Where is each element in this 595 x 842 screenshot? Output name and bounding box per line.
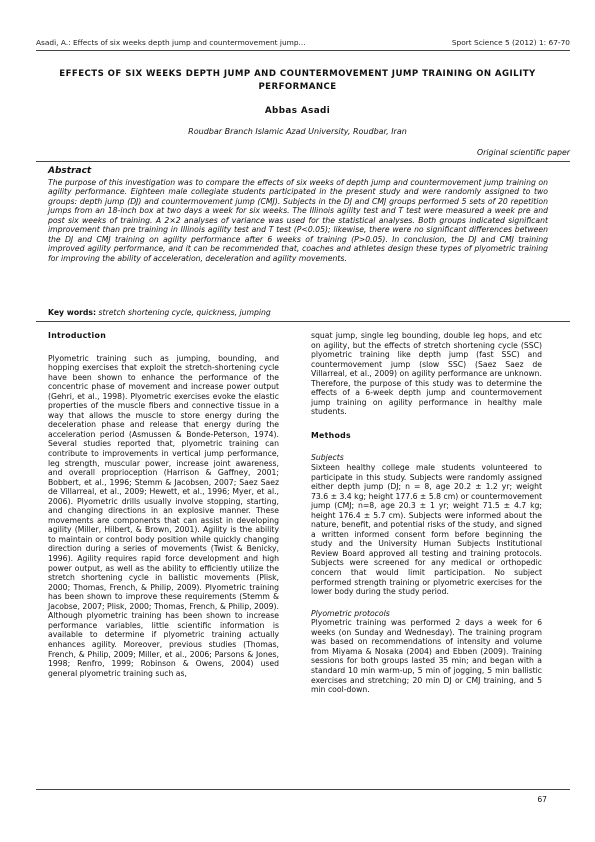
abstract-heading: Abstract	[48, 166, 92, 176]
author-name: Abbas Asadi	[264, 106, 331, 116]
keywords-line: Key words: stretch shortening cycle, quickness, jumping	[48, 308, 271, 317]
header-rule	[36, 50, 570, 51]
running-header-right: Sport Science 5 (2012) 1: 67-70	[451, 38, 570, 47]
protocols-text: Plyometric training was performed 2 days a week for 6 weeks (on Sunday and Wednesday). The training program was based on recommendations of intensity and volume from Miyama & Nosaka (2004) and Ebben (2009). Training sessions for both groups lasted 35 min; and began with a standard 10 min warm-up, 5 min of jogging, 5 min ballistic exercises and stretching; 20 min DJ or CMJ training, and 5 min cool-down.	[311, 618, 542, 695]
page-number: 67	[537, 795, 547, 804]
subjects-text: Sixteen healthy college male students volunteered to participate in this study. Subjects were randomly assigned either depth jump (DJ; n = 8, age 20.2 ± 1.2 yr; weight 73.6 ± 3.4 kg; height 177.6 ± 5.8 cm) or countermovement jump (CMJ; n=8, age 20.3 ± 1 yr; weight 71.5 ± 4.7 kg; height 176.4 ± 5.7 cm). Subjects were informed about the nature, benefit, and potential risks of the study, and signed a written informed consent form before beginning the study and the University Human Subjects Institutional Review Board approved all testing and training protocols. Subjects were screened for any medical or orthopedic concern that would limit participation. No subject performed strength training or plyometric exercises for the lower body during the study period.	[311, 463, 542, 597]
abstract-top-rule	[36, 161, 570, 162]
paper-title: EFFECTS OF SIX WEEKS DEPTH JUMP AND COUNTERMOVEMENT JUMP TRAINING ON AGILITY PERFORMANCE	[59, 69, 536, 92]
paper-type: Original scientific paper	[477, 148, 570, 157]
keywords-bottom-rule	[36, 321, 570, 322]
introduction-continued: squat jump, single leg bounding, double leg hops, and etc on agility, but the effects of stretch shortening cycle (SSC) plyometric training like depth jump (fast SSC) and countermovement jump (slow SSC) (Saez Saez de Villarreal, et al., 2009) on agility performance are unknown. Therefore, the purpose of this study was to determine the effects of a 6-week depth jump and countermovement jump training on agility performance in healthy male students.	[311, 331, 542, 417]
keywords-label: Key words	[48, 308, 93, 317]
subjects-heading: Subjects	[311, 453, 344, 463]
footer-rule	[36, 789, 570, 790]
right-column	[311, 331, 542, 707]
running-header-left: Asadi, A.: Effects of six weeks depth jump and countermovement jump...	[36, 38, 306, 47]
introduction-text: Plyometric training such as jumping, bounding, and hopping exercises that exploit the stretch-shortening cycle have been shown to enhance the performance of the concentric phase of movement and increase power output (Gehri, et al., 1998). Plyometric exercises evoke the elastic properties of the muscle fibers and connective tissue in a way that allows the muscle to store energy during the deceleration phase and release that energy during the acceleration period (Asmussen & Bonde-Peterson, 1974). Several studies reported that, plyometric training can contribute to improvements in vertical jump performance, leg strength, muscular power, increase joint awareness, and overall proprioception (Harrison & Gaffney, 2001; Bobbert, et al., 1996; Stemm & Jacobsen, 2007; Saez Saez de Villarreal, et al., 2009; Hewett, et al., 1996; Myer, et al., 2006). Plyometric drills usually involve stopping, starting, and changing directions in an explosive manner. These movements are components that can assist in developing agility (Miller, Hilbert, & Brown, 2001). Agility is the ability to maintain or control body position while quickly changing direction during a series of movements (Twist & Benicky, 1996). Agility requires rapid force development and high power output, as well as the ability to efficiently utilize the stretch shortening cycle in ballistic movements (Plisk, 2000; Thomas, French, & Philip, 2009). Plyometric training has been shown to improve these requirements (Stemm & Jacobse, 2007; Plisk, 2000; Thomas, French, & Philip, 2009). Although plyometric training has been shown to increase performance variables, little scientific information is available to determine if plyometric training actually enhances agility. Moreover, previous studies (Thomas, French, & Philip, 2009; Miller, et al., 2006; Parsons & Jones, 1998; Renfro, 1999; Robinson & Owens, 2004) used general plyometric training such as,	[48, 353, 279, 678]
introduction-heading: Introduction	[48, 331, 107, 340]
keywords-text: stretch shortening cycle, quickness, jumping	[98, 308, 271, 317]
author-affiliation: Roudbar Branch Islamic Azad University, Roudbar, Iran	[188, 127, 407, 136]
left-column	[48, 331, 279, 690]
methods-heading: Methods	[311, 430, 352, 440]
protocols-heading: Plyometric protocols	[311, 608, 390, 618]
abstract-text: The purpose of this investigation was to compare the effects of six weeks of depth jump and countermovement jump training on agility performance. Eighteen male collegiate students participated in the present study and were randomly assigned to two groups: depth jump (DJ) and countermovement jump (CMJ). Subjects in the DJ and CMJ groups performed 5 sets of 20 repetition jumps from an 18-inch box at two days a week for six weeks. The Illinois agility test and T test were measured a week pre and post six weeks of training. A 2×2 analyses of variance was used for the statistical analyses. Both groups indicated significant improvement than pre training in Illinois agility test and T test (P<0.05); likewise, there were no significant differences between the DJ and CMJ training on agility performance after 6 weeks of training (P>0.05). In conclusion, the DJ and CMJ training improved agility performance, and it can be recommended that, coaches and athletes design these types of plyometric training for improving the ability of acceleration, deceleration and agility movements.	[48, 178, 548, 263]
